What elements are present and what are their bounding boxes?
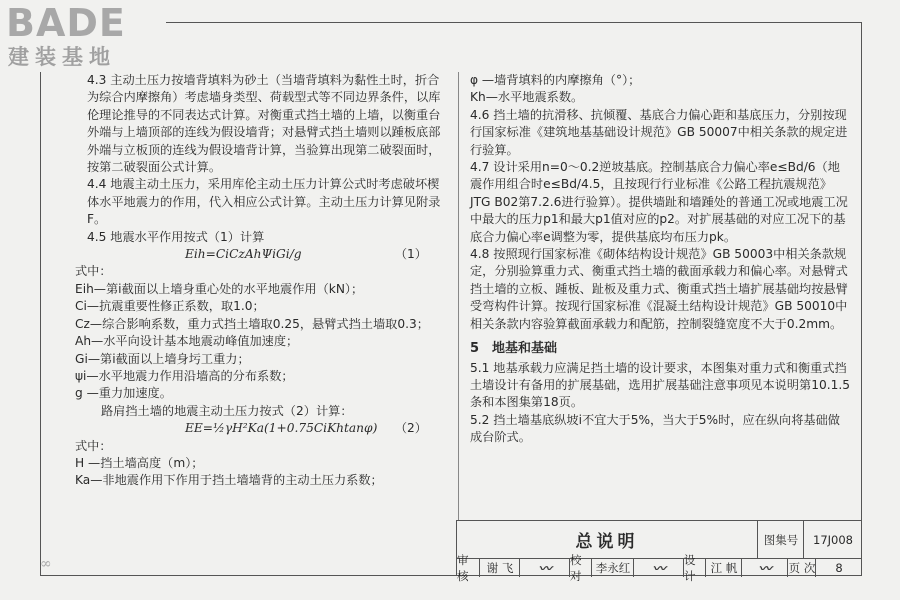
clause-4-8: 4.8 按照现行国家标准《砌体结构设计规范》GB 50003中相关条款规定，分别验算重力式、衡重式挡土墙的截面承载力和偏心率。对悬臂式挡土墙的立板、踵板、趾板及重力式、衡重式挡土墙扩展基础均按悬臂受弯构件计算。按现行国家标准《混凝土结构设计规范》GB 50010中相关条款内容验算截面承载力和配筋，控制裂缝宽度不大于0.2mm。 xyxy=(470,247,848,331)
atlas-label: 图集号 xyxy=(757,521,804,558)
formula-1-expr: Eih=CiCzAhΨiGi/g xyxy=(185,247,302,262)
def-item: Cz—综合影响系数，重力式挡土墙取0.25，悬臂式挡土墙取0.3； xyxy=(75,316,429,331)
roadside-wall-text: 路肩挡土墙的地震主动土压力按式（2）计算： xyxy=(101,403,353,418)
page-number: 8 xyxy=(815,558,862,577)
proofer-name: 李永红 xyxy=(591,558,634,577)
proofer-signature: 〰 xyxy=(633,558,684,577)
clause-5-2: 5.2 挡土墙基底纵坡i不宜大于5%，当大于5%时，应在纵向将基础做成台阶式。 xyxy=(470,412,840,445)
review-label: 审核 xyxy=(457,552,469,583)
right-column xyxy=(470,72,850,447)
clause-4-7: 4.7 设计采用n=0～0.2逆坡基底。控制基底合力偏心率e≤Bd/6（地震作用组合时e≤Bd/4.5，且按现行行业标准《公路工程抗震规范》JTG B02第7.2.6进行验算）。提供墙趾和墙踵处的普通工况或地震工况中最大的压力p1和最大p1值对应的p2。对扩展基础的对应工况下的基底合力偏心率e调整为零，提供基底均布压力pk。 xyxy=(470,160,848,244)
reviewer-name: 谢 飞 xyxy=(479,558,520,577)
def-item: H —挡土墙高度（m）； xyxy=(75,455,204,470)
formula-2 xyxy=(75,420,447,437)
clause-4-4: 4.4 地震主动土压力，采用库伦主动土压力计算公式时考虑破坏楔体水平地震力的作用，代入相应公式计算。主动土压力计算见附录F。 xyxy=(87,177,441,227)
brand-subtitle: 建装基地 xyxy=(8,45,116,69)
page-label: 页 次 xyxy=(787,558,816,577)
def-item: Ah—水平向设计基本地震动峰值加速度； xyxy=(75,334,299,349)
formula-1 xyxy=(75,246,447,263)
section-5-heading: 5 地基和基础 xyxy=(470,341,558,357)
atlas-number: 17J008 xyxy=(803,521,862,558)
designer-signature: 〰 xyxy=(741,558,788,577)
left-column xyxy=(75,72,447,490)
where-label-1: 式中： xyxy=(75,264,112,279)
title-block-top-row xyxy=(457,521,861,559)
def-item: ψi—水平地震力作用沿墙高的分布系数； xyxy=(75,368,294,383)
title-block xyxy=(456,520,862,583)
formula-1-number: （1） xyxy=(394,247,427,262)
design-label: 设计 xyxy=(683,558,706,577)
def-item: Ci—抗震重要性修正系数，取1.0； xyxy=(75,299,265,314)
where-label-2: 式中： xyxy=(75,438,112,453)
def-item: Gi—第i截面以上墙身圬工重力； xyxy=(75,351,250,366)
def-item: g —重力加速度。 xyxy=(75,386,172,401)
title-block-bottom-row xyxy=(457,552,861,583)
def-item: φ —墙背填料的内摩擦角（°）； xyxy=(470,73,641,87)
brand-name: BADE xyxy=(6,1,126,45)
proof-label: 校对 xyxy=(569,558,592,577)
def-item: Ka—非地震作用下作用于挡土墙墙背的主动土压力系数； xyxy=(75,473,383,488)
designer-name: 江 帆 xyxy=(705,558,742,577)
column-divider xyxy=(458,72,459,520)
formula-2-expr: EE=½γH²Ka(1+0.75CiKhtanφ) xyxy=(185,421,378,436)
def-item: Eih—第i截面以上墙身重心处的水平地震作用（kN）； xyxy=(75,281,364,296)
clause-4-3: 4.3 主动土压力按墙背填料为砂土（当墙背填料为黏性土时，折合为综合内摩擦角）考虑墙身类型、荷载型式等不同边界条件，以库伦理论推导的不同表达式计算。对衡重式挡土墙的上墙，以衡重台外端与上墙顶部的连线为假设墙背；对悬臂式挡土墙则以踵板底部外端与立板顶的连线为假设墙背计算，当验算出现第二破裂面时，按第二破裂面公式计算。 xyxy=(87,73,441,175)
formula-2-number: （2） xyxy=(394,421,427,436)
clause-4-5: 4.5 地震水平作用按式（1）计算 xyxy=(87,229,265,244)
def-item: Kh—水平地震系数。 xyxy=(470,90,584,105)
clause-4-6: 4.6 挡土墙的抗滑移、抗倾覆、基底合力偏心距和基底压力，分别按现行国家标准《建筑地基基础设计规范》GB 50007中相关条款的规定进行验算。 xyxy=(470,107,848,157)
brand-logo xyxy=(6,2,166,72)
drawing-title: 总说明 xyxy=(575,532,639,552)
reviewer-signature: 〰 xyxy=(519,558,570,577)
clause-5-1: 5.1 地基承载力应满足挡土墙的设计要求，本图集对重力式和衡重式挡土墙设计有备用的扩展基础，选用扩展基础注意事项见本说明第10.1.5条和本图集第18页。 xyxy=(470,360,851,410)
corner-watermark-mark: ∞ xyxy=(40,556,52,572)
